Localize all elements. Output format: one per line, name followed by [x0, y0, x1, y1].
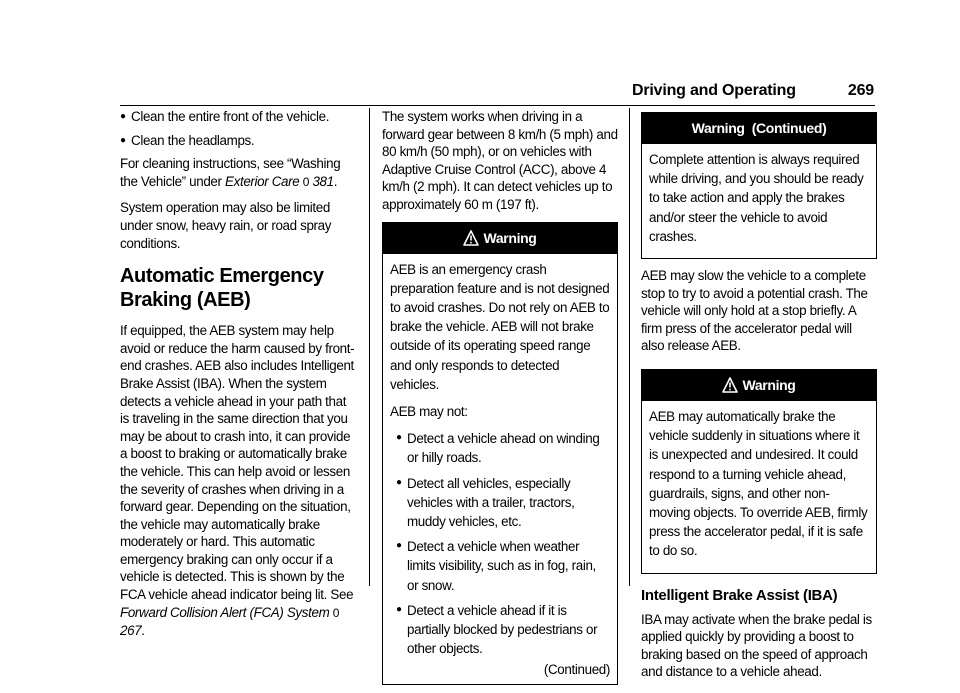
- section-title: Driving and Operating: [632, 82, 796, 99]
- continued-label: (Continued): [543, 662, 610, 678]
- bullet-icon: ●: [120, 111, 126, 122]
- warning-paragraph: AEB may automatically brake the vehicle suddenly in situations where it is unexpected and undesired. It could respond to a turning vehicle ahead, guardrails, signs, and other non-moving objects. To override AEB, firmly press the accelerator pedal, if it is safe to do so.: [649, 408, 868, 559]
- warning-continued-title: Warning (Continued): [691, 120, 827, 136]
- works-paragraph: The system works when driving in a forward gear between 8 km/h (5 mph) and 80 km/h (50 mph), or on vehicles with Adaptive Cruise Control (ACC), above 4 km/h (2 mph). It can detect vehicles up to approximately 60 m (197 ft).: [382, 109, 618, 212]
- list-item: [120, 132, 356, 150]
- page-header: [632, 82, 874, 100]
- warning-icon: [463, 230, 479, 246]
- page-ref-number[interactable]: 381: [312, 173, 334, 189]
- iba-heading: Intelligent Brake Assist (IBA): [641, 586, 838, 604]
- warning-header: [383, 223, 617, 254]
- list-item: [120, 108, 356, 126]
- bullet-icon: ●: [396, 476, 402, 488]
- bullet-text: Detect a vehicle when weather limits visibility, such as in fog, rain, or snow.: [407, 539, 596, 593]
- header-rule: [120, 105, 875, 106]
- list-item: [396, 537, 610, 595]
- slow-paragraph: AEB may slow the vehicle to a complete stop to try to avoid a potential crash. The vehicle will only hold at a stop briefly. A firm press of the accelerator pedal will also release AEB.: [641, 268, 868, 354]
- warning-paragraph: AEB is an emergency crash preparation feature and is not designed to avoid crashes. Do not rely on AEB to brake the vehicle. AEB will not brake outside of its operating speed range and only responds to detected vehicles.: [390, 261, 610, 392]
- page-ref-number[interactable]: 267: [120, 623, 142, 639]
- aeb-paragraph: [120, 322, 356, 640]
- bullet-text: Detect a vehicle ahead on winding or hilly roads.: [407, 431, 600, 466]
- list-item: [396, 474, 610, 532]
- warning-icon: [722, 377, 738, 393]
- list-item: [396, 429, 610, 467]
- warning-header-2: [642, 370, 876, 401]
- bullet-text: Detect a vehicle ahead if it is partially blocked by pedestrians or other objects.: [407, 602, 598, 657]
- warning-body: [383, 254, 617, 684]
- warning-box-2: [641, 369, 877, 574]
- aeb-heading: [120, 264, 356, 312]
- bullet-icon: ●: [396, 432, 402, 444]
- warning-title: Warning: [742, 376, 796, 393]
- column-2: [382, 108, 618, 693]
- warning-body-2: [642, 401, 876, 573]
- warning-title: Warning: [483, 229, 537, 246]
- column-3: [641, 108, 877, 689]
- page-number: 269: [847, 82, 874, 99]
- list-item: [396, 601, 610, 659]
- bullet-text: Detect all vehicles, especially vehicles with a trailer, tractors, muddy vehicles, etc.: [407, 475, 575, 529]
- column-1: [120, 108, 356, 648]
- cleaning-paragraph: [120, 155, 356, 191]
- column-divider: [629, 108, 630, 586]
- aeb-text: If equipped, the AEB system may help avoid or reduce the harm caused by front-end crashes. AEB also includes Intelligent Brake Assist (IBA). When the system detects a vehicle ahead in your path that is traveling in the same direction that you may be about to crash into, it can provide a boost to braking or automatically brake the vehicle. This can help avoid or lessen the severity of crashes when driving in a forward gear. Depending on the situation, the vehicle may automatically brake moderately or hard. This automatic emergency braking can only occur if a vehicle is detected. This is shown by the FCA vehicle ahead indicator being lit. See: [120, 323, 355, 603]
- period: .: [333, 173, 338, 189]
- warning-continued-header: [642, 113, 876, 144]
- warning-box: [382, 222, 618, 685]
- page-ref-icon: 0: [302, 174, 310, 189]
- period: .: [141, 623, 145, 639]
- warning-paragraph: Complete attention is always required while driving, and you should be ready to take action and apply the brakes and/or steer the vehicle to avoid crashes.: [649, 152, 864, 244]
- bullet-icon: ●: [396, 603, 402, 615]
- aeb-heading-line-2: Braking (AEB): [120, 289, 251, 312]
- bullet-icon: ●: [396, 540, 402, 552]
- limited-paragraph: System operation may also be limited under snow, heavy rain, or road spray conditions.: [120, 200, 332, 251]
- bullet-icon: ●: [120, 134, 126, 146]
- cleaning-text: For cleaning instructions, see “Washing the Vehicle” under: [120, 156, 341, 189]
- aeb-heading-line-1: Automatic Emergency: [120, 265, 324, 288]
- warning-paragraph: AEB may not:: [390, 403, 468, 419]
- page-ref-icon: 0: [332, 605, 340, 620]
- warning-continued-box: [641, 112, 877, 259]
- iba-paragraph: IBA may activate when the brake pedal is applied quickly by providing a boost to braking based on the speed of approach and distance to a vehicle ahead.: [641, 611, 872, 680]
- warning-continued-body: [642, 144, 876, 258]
- exterior-care-link[interactable]: Exterior Care: [225, 173, 300, 189]
- column-divider: [369, 108, 370, 586]
- fca-link[interactable]: Forward Collision Alert (FCA) System: [120, 604, 330, 620]
- bullet-text: Clean the entire front of the vehicle.: [131, 109, 330, 124]
- bullet-text: Clean the headlamps.: [131, 132, 255, 148]
